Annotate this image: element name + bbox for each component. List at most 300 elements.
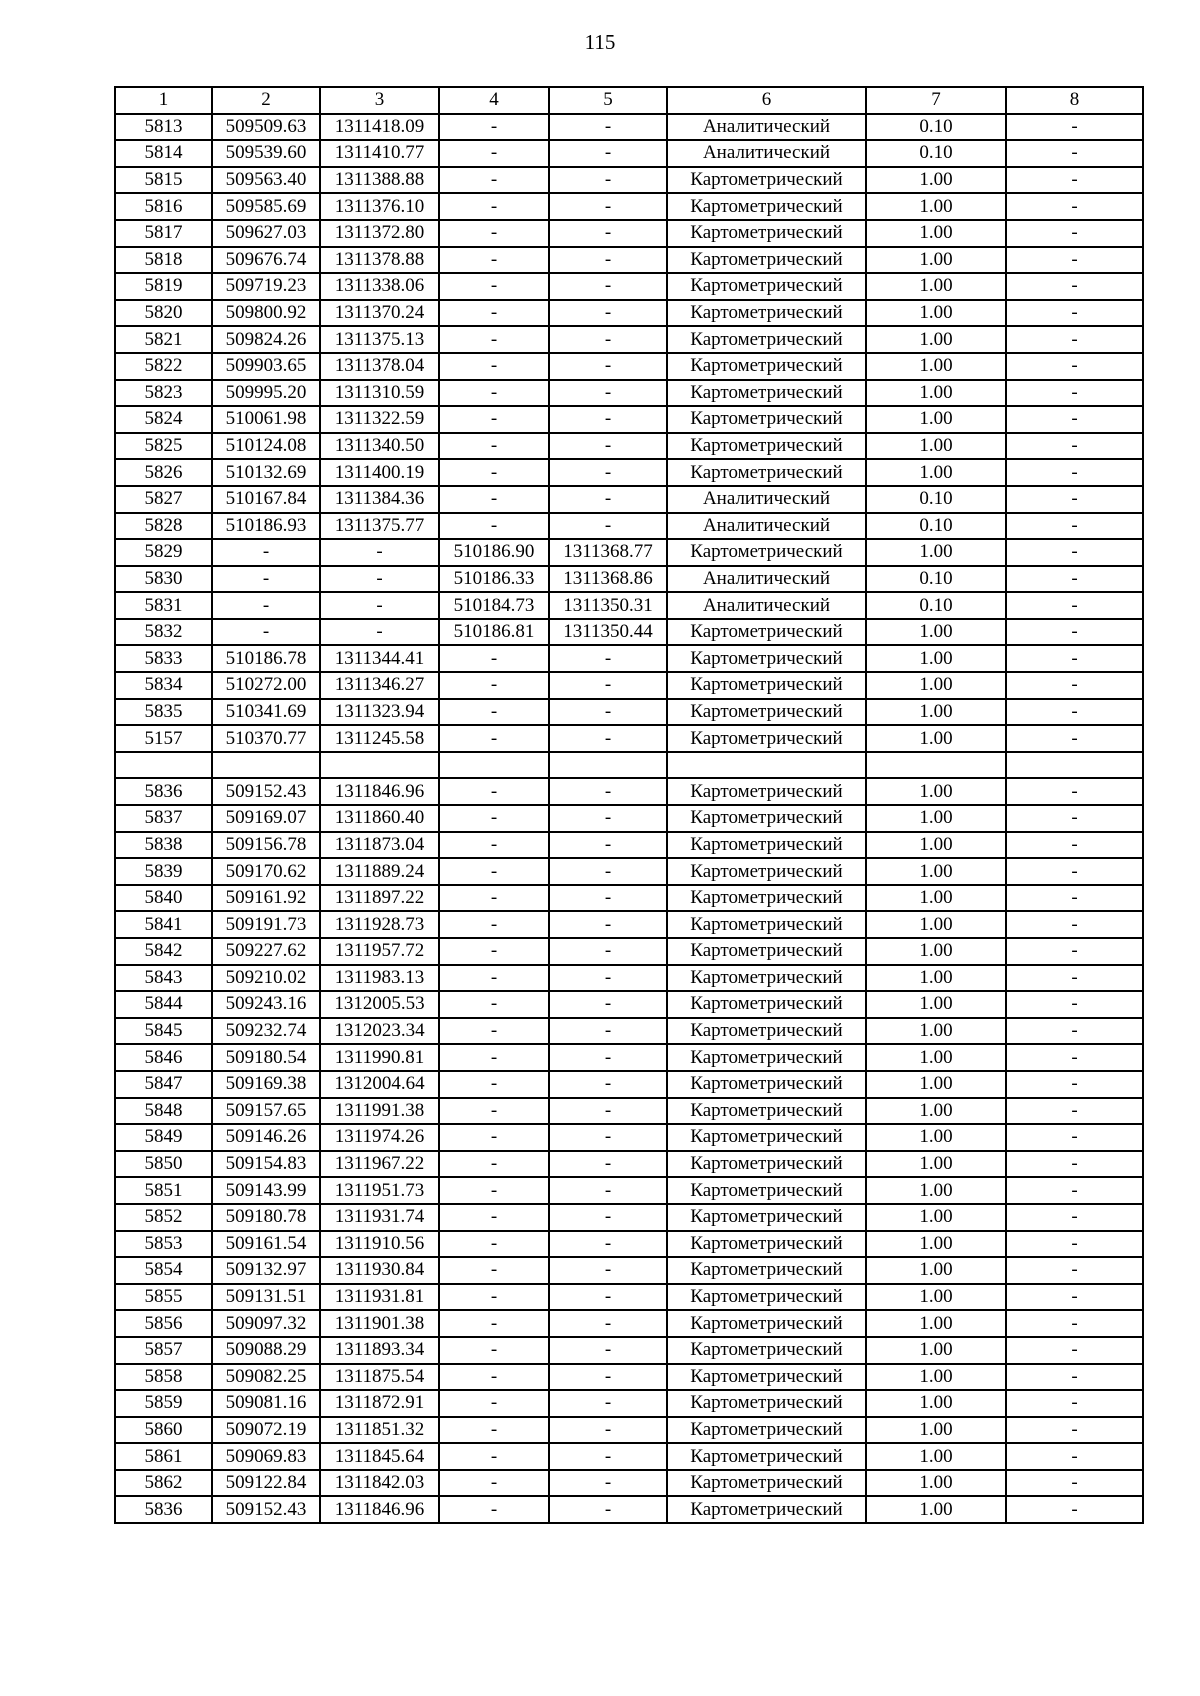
cell-accuracy: 0.10 [866,592,1006,619]
cell-accuracy: 1.00 [866,1337,1006,1364]
cell-point-number: 5815 [115,167,212,194]
table-row [115,1390,1143,1417]
cell-y-coordinate: 1311323.94 [320,699,439,726]
cell-x-coordinate-alt: - [439,220,549,247]
cell-method: Картометрический [667,380,866,407]
cell-x-coordinate-alt: - [439,273,549,300]
cell-note: - [1006,805,1143,832]
cell-y-coordinate-alt: 1311368.77 [549,539,667,566]
cell-point-number: 5821 [115,326,212,353]
cell-note: - [1006,273,1143,300]
cell-y-coordinate-alt: - [549,699,667,726]
cell-y-coordinate [320,752,439,779]
cell-method: Картометрический [667,832,866,859]
cell-point-number: 5842 [115,938,212,965]
cell-point-number: 5832 [115,619,212,646]
header-row [115,87,1143,114]
column-header-1: 1 [115,87,212,114]
cell-accuracy: 1.00 [866,220,1006,247]
cell-note: - [1006,672,1143,699]
cell-x-coordinate: 510370.77 [212,725,320,752]
cell-note: - [1006,380,1143,407]
cell-accuracy: 1.00 [866,991,1006,1018]
cell-x-coordinate: 509088.29 [212,1337,320,1364]
cell-method: Картометрический [667,247,866,274]
cell-note: - [1006,1496,1143,1523]
cell-accuracy: 1.00 [866,965,1006,992]
cell-y-coordinate-alt: - [549,911,667,938]
cell-accuracy: 0.10 [866,566,1006,593]
cell-y-coordinate-alt [549,752,667,779]
cell-accuracy: 0.10 [866,140,1006,167]
cell-x-coordinate: 509563.40 [212,167,320,194]
cell-note: - [1006,193,1143,220]
cell-x-coordinate: - [212,619,320,646]
cell-note: - [1006,1364,1143,1391]
cell-accuracy: 1.00 [866,1124,1006,1151]
cell-x-coordinate-alt: 510184.73 [439,592,549,619]
cell-point-number: 5814 [115,140,212,167]
cell-accuracy: 1.00 [866,1310,1006,1337]
cell-y-coordinate: 1311845.64 [320,1443,439,1470]
cell-method: Картометрический [667,273,866,300]
table-row [115,911,1143,938]
table-row [115,832,1143,859]
table-row [115,885,1143,912]
cell-x-coordinate: 509131.51 [212,1284,320,1311]
cell-point-number: 5824 [115,406,212,433]
cell-accuracy: 1.00 [866,832,1006,859]
cell-accuracy [866,752,1006,779]
cell-point-number: 5852 [115,1204,212,1231]
cell-point-number: 5827 [115,486,212,513]
cell-note: - [1006,220,1143,247]
cell-accuracy: 1.00 [866,885,1006,912]
cell-note: - [1006,167,1143,194]
cell-y-coordinate: 1311310.59 [320,380,439,407]
cell-y-coordinate: 1311846.96 [320,1496,439,1523]
cell-y-coordinate: - [320,539,439,566]
cell-y-coordinate-alt: - [549,832,667,859]
cell-point-number: 5843 [115,965,212,992]
cell-x-coordinate: 509719.23 [212,273,320,300]
cell-method: Картометрический [667,353,866,380]
table-row [115,193,1143,220]
cell-y-coordinate: 1311418.09 [320,114,439,141]
cell-y-coordinate: 1311931.74 [320,1204,439,1231]
cell-point-number: 5829 [115,539,212,566]
column-header-2: 2 [212,87,320,114]
table-row [115,459,1143,486]
cell-point-number: 5825 [115,433,212,460]
cell-method: Картометрический [667,725,866,752]
cell-accuracy: 1.00 [866,539,1006,566]
cell-method: Картометрический [667,433,866,460]
cell-note: - [1006,1177,1143,1204]
cell-y-coordinate: - [320,566,439,593]
cell-note: - [1006,1098,1143,1125]
cell-point-number: 5849 [115,1124,212,1151]
cell-note: - [1006,353,1143,380]
cell-y-coordinate: 1312005.53 [320,991,439,1018]
cell-point-number: 5857 [115,1337,212,1364]
cell-note: - [1006,1337,1143,1364]
cell-accuracy: 1.00 [866,1044,1006,1071]
cell-x-coordinate-alt: - [439,991,549,1018]
cell-method: Аналитический [667,592,866,619]
cell-x-coordinate-alt: - [439,832,549,859]
cell-y-coordinate: 1311245.58 [320,725,439,752]
cell-y-coordinate: 1311344.41 [320,645,439,672]
cell-x-coordinate-alt: - [439,167,549,194]
cell-accuracy: 1.00 [866,167,1006,194]
coordinates-table [114,86,1144,1524]
cell-x-coordinate: 509146.26 [212,1124,320,1151]
cell-x-coordinate-alt: - [439,1098,549,1125]
cell-x-coordinate: 509152.43 [212,778,320,805]
cell-accuracy: 1.00 [866,300,1006,327]
cell-y-coordinate-alt: - [549,1177,667,1204]
cell-y-coordinate-alt: - [549,965,667,992]
cell-y-coordinate: 1311860.40 [320,805,439,832]
cell-accuracy: 1.00 [866,1231,1006,1258]
cell-point-number: 5841 [115,911,212,938]
cell-note: - [1006,1443,1143,1470]
cell-method: Картометрический [667,1496,866,1523]
cell-y-coordinate: 1311370.24 [320,300,439,327]
cell-x-coordinate: 510132.69 [212,459,320,486]
cell-accuracy: 1.00 [866,645,1006,672]
cell-note: - [1006,1390,1143,1417]
cell-point-number: 5858 [115,1364,212,1391]
cell-y-coordinate-alt: - [549,1443,667,1470]
cell-x-coordinate-alt: - [439,1124,549,1151]
cell-y-coordinate-alt: - [549,1231,667,1258]
cell-note: - [1006,1310,1143,1337]
cell-note: - [1006,991,1143,1018]
table-body [115,114,1143,1523]
cell-note: - [1006,1071,1143,1098]
cell-accuracy: 1.00 [866,805,1006,832]
table-row [115,938,1143,965]
table-row [115,220,1143,247]
cell-note: - [1006,911,1143,938]
cell-accuracy: 1.00 [866,193,1006,220]
table-row [115,433,1143,460]
cell-x-coordinate-alt: - [439,1496,549,1523]
cell-y-coordinate: - [320,619,439,646]
table-row [115,326,1143,353]
table-row [115,699,1143,726]
cell-accuracy: 1.00 [866,725,1006,752]
cell-x-coordinate: 509539.60 [212,140,320,167]
table-row [115,858,1143,885]
cell-accuracy: 1.00 [866,1496,1006,1523]
cell-method: Картометрический [667,1364,866,1391]
table-row [115,752,1143,779]
table-row [115,513,1143,540]
cell-x-coordinate: 509132.97 [212,1257,320,1284]
cell-y-coordinate-alt: - [549,140,667,167]
cell-point-number: 5856 [115,1310,212,1337]
column-header-7: 7 [866,87,1006,114]
cell-x-coordinate: 509161.54 [212,1231,320,1258]
cell-y-coordinate-alt: 1311350.44 [549,619,667,646]
cell-accuracy: 1.00 [866,938,1006,965]
cell-y-coordinate-alt: - [549,1151,667,1178]
cell-y-coordinate-alt: 1311368.86 [549,566,667,593]
cell-method: Картометрический [667,965,866,992]
cell-method: Картометрический [667,220,866,247]
cell-x-coordinate-alt [439,752,549,779]
cell-y-coordinate-alt: - [549,513,667,540]
table-row [115,539,1143,566]
cell-accuracy: 1.00 [866,1151,1006,1178]
table-row [115,1124,1143,1151]
cell-note: - [1006,1284,1143,1311]
column-header-3: 3 [320,87,439,114]
cell-x-coordinate-alt: - [439,1177,549,1204]
cell-y-coordinate-alt: - [549,1124,667,1151]
table-row [115,1018,1143,1045]
cell-y-coordinate: 1311957.72 [320,938,439,965]
cell-y-coordinate-alt: - [549,885,667,912]
cell-point-number: 5820 [115,300,212,327]
cell-y-coordinate: 1311991.38 [320,1098,439,1125]
cell-x-coordinate-alt: - [439,1044,549,1071]
table-row [115,965,1143,992]
cell-point-number: 5847 [115,1071,212,1098]
cell-method: Картометрический [667,1417,866,1444]
table-row [115,114,1143,141]
cell-y-coordinate: 1311378.04 [320,353,439,380]
cell-y-coordinate: 1311372.80 [320,220,439,247]
cell-y-coordinate: 1311410.77 [320,140,439,167]
table-row [115,140,1143,167]
cell-x-coordinate-alt: - [439,300,549,327]
cell-x-coordinate: 509627.03 [212,220,320,247]
table-row [115,645,1143,672]
cell-x-coordinate: - [212,566,320,593]
cell-method: Картометрический [667,1443,866,1470]
cell-method [667,752,866,779]
cell-y-coordinate: 1311974.26 [320,1124,439,1151]
cell-x-coordinate-alt: - [439,1337,549,1364]
cell-point-number: 5833 [115,645,212,672]
cell-x-coordinate: 509180.78 [212,1204,320,1231]
cell-accuracy: 1.00 [866,247,1006,274]
cell-y-coordinate: 1311851.32 [320,1417,439,1444]
table-row [115,725,1143,752]
cell-y-coordinate-alt: - [549,406,667,433]
cell-method: Аналитический [667,140,866,167]
cell-method: Картометрический [667,1231,866,1258]
cell-note: - [1006,140,1143,167]
cell-accuracy: 1.00 [866,273,1006,300]
cell-x-coordinate: 509097.32 [212,1310,320,1337]
cell-x-coordinate: - [212,539,320,566]
cell-y-coordinate: 1311873.04 [320,832,439,859]
cell-method: Картометрический [667,1124,866,1151]
table-row [115,273,1143,300]
cell-method: Картометрический [667,1151,866,1178]
cell-method: Картометрический [667,300,866,327]
cell-y-coordinate: 1311400.19 [320,459,439,486]
cell-x-coordinate-alt: - [439,459,549,486]
cell-x-coordinate-alt: - [439,805,549,832]
table-row [115,1231,1143,1258]
cell-y-coordinate-alt: - [549,220,667,247]
cell-y-coordinate-alt: - [549,273,667,300]
cell-x-coordinate-alt: - [439,1257,549,1284]
cell-point-number: 5835 [115,699,212,726]
cell-method: Картометрический [667,1071,866,1098]
cell-y-coordinate: 1311930.84 [320,1257,439,1284]
cell-y-coordinate: 1311983.13 [320,965,439,992]
cell-accuracy: 1.00 [866,1098,1006,1125]
cell-x-coordinate [212,752,320,779]
cell-note: - [1006,566,1143,593]
cell-method: Картометрический [667,167,866,194]
cell-y-coordinate: 1311951.73 [320,1177,439,1204]
cell-x-coordinate-alt: - [439,1364,549,1391]
cell-x-coordinate: 510272.00 [212,672,320,699]
cell-y-coordinate-alt: - [549,433,667,460]
cell-x-coordinate: 509169.07 [212,805,320,832]
cell-note: - [1006,592,1143,619]
cell-y-coordinate-alt: - [549,459,667,486]
cell-x-coordinate-alt: - [439,433,549,460]
page-number: 115 [584,30,616,54]
cell-accuracy: 1.00 [866,1364,1006,1391]
cell-point-number: 5860 [115,1417,212,1444]
cell-accuracy: 1.00 [866,619,1006,646]
cell-y-coordinate-alt: - [549,326,667,353]
cell-accuracy: 1.00 [866,699,1006,726]
cell-x-coordinate-alt: - [439,193,549,220]
table-row [115,1151,1143,1178]
cell-accuracy: 1.00 [866,1390,1006,1417]
cell-point-number: 5830 [115,566,212,593]
cell-x-coordinate-alt: - [439,885,549,912]
table-row [115,778,1143,805]
table-row [115,1417,1143,1444]
cell-y-coordinate: 1312023.34 [320,1018,439,1045]
cell-method: Картометрический [667,1044,866,1071]
cell-x-coordinate-alt: - [439,645,549,672]
cell-note: - [1006,459,1143,486]
cell-y-coordinate-alt: - [549,991,667,1018]
table-row [115,167,1143,194]
cell-method: Картометрический [667,938,866,965]
cell-method: Картометрический [667,885,866,912]
cell-point-number: 5862 [115,1470,212,1497]
cell-accuracy: 1.00 [866,459,1006,486]
cell-y-coordinate-alt: - [549,300,667,327]
cell-point-number: 5853 [115,1231,212,1258]
cell-method: Картометрический [667,1098,866,1125]
cell-note: - [1006,1257,1143,1284]
cell-note: - [1006,725,1143,752]
cell-y-coordinate: 1311375.13 [320,326,439,353]
cell-y-coordinate-alt: - [549,1098,667,1125]
cell-note: - [1006,778,1143,805]
cell-note: - [1006,938,1143,965]
cell-y-coordinate: 1311875.54 [320,1364,439,1391]
cell-y-coordinate-alt: - [549,193,667,220]
cell-x-coordinate-alt: - [439,140,549,167]
cell-x-coordinate-alt: - [439,1470,549,1497]
cell-point-number: 5819 [115,273,212,300]
cell-y-coordinate: 1311846.96 [320,778,439,805]
column-header-6: 6 [667,87,866,114]
cell-method: Картометрический [667,1284,866,1311]
cell-y-coordinate-alt: - [549,1284,667,1311]
table-row [115,1071,1143,1098]
cell-x-coordinate: 509154.83 [212,1151,320,1178]
cell-accuracy: 1.00 [866,1470,1006,1497]
cell-x-coordinate: 509180.54 [212,1044,320,1071]
cell-accuracy: 1.00 [866,433,1006,460]
cell-y-coordinate: 1311340.50 [320,433,439,460]
cell-x-coordinate-alt: - [439,326,549,353]
cell-accuracy: 1.00 [866,1417,1006,1444]
table-row [115,300,1143,327]
cell-note: - [1006,433,1143,460]
table-row [115,1257,1143,1284]
cell-x-coordinate: 510124.08 [212,433,320,460]
cell-y-coordinate-alt: - [549,1496,667,1523]
cell-x-coordinate-alt: 510186.33 [439,566,549,593]
cell-x-coordinate: 509824.26 [212,326,320,353]
cell-note [1006,752,1143,779]
cell-point-number: 5817 [115,220,212,247]
column-header-8: 8 [1006,87,1143,114]
cell-x-coordinate: 509210.02 [212,965,320,992]
cell-note: - [1006,645,1143,672]
cell-x-coordinate-alt: - [439,1284,549,1311]
cell-note: - [1006,1124,1143,1151]
table-row [115,1337,1143,1364]
cell-note: - [1006,539,1143,566]
cell-x-coordinate: 509122.84 [212,1470,320,1497]
cell-x-coordinate: 509156.78 [212,832,320,859]
cell-method: Картометрический [667,1390,866,1417]
cell-y-coordinate-alt: - [549,725,667,752]
cell-point-number: 5859 [115,1390,212,1417]
cell-x-coordinate-alt: - [439,938,549,965]
cell-point-number: 5839 [115,858,212,885]
cell-y-coordinate: 1311376.10 [320,193,439,220]
cell-method: Картометрический [667,1470,866,1497]
cell-x-coordinate-alt: - [439,486,549,513]
cell-x-coordinate: 509161.92 [212,885,320,912]
cell-method: Картометрический [667,539,866,566]
cell-point-number: 5838 [115,832,212,859]
cell-x-coordinate-alt: - [439,1443,549,1470]
cell-point-number: 5848 [115,1098,212,1125]
table-row [115,1204,1143,1231]
cell-note: - [1006,1470,1143,1497]
cell-x-coordinate-alt: - [439,672,549,699]
cell-y-coordinate-alt: - [549,1071,667,1098]
cell-y-coordinate-alt: - [549,1257,667,1284]
cell-y-coordinate: 1311388.88 [320,167,439,194]
table-row [115,380,1143,407]
cell-x-coordinate: 509903.65 [212,353,320,380]
table-row [115,619,1143,646]
table-row [115,406,1143,433]
